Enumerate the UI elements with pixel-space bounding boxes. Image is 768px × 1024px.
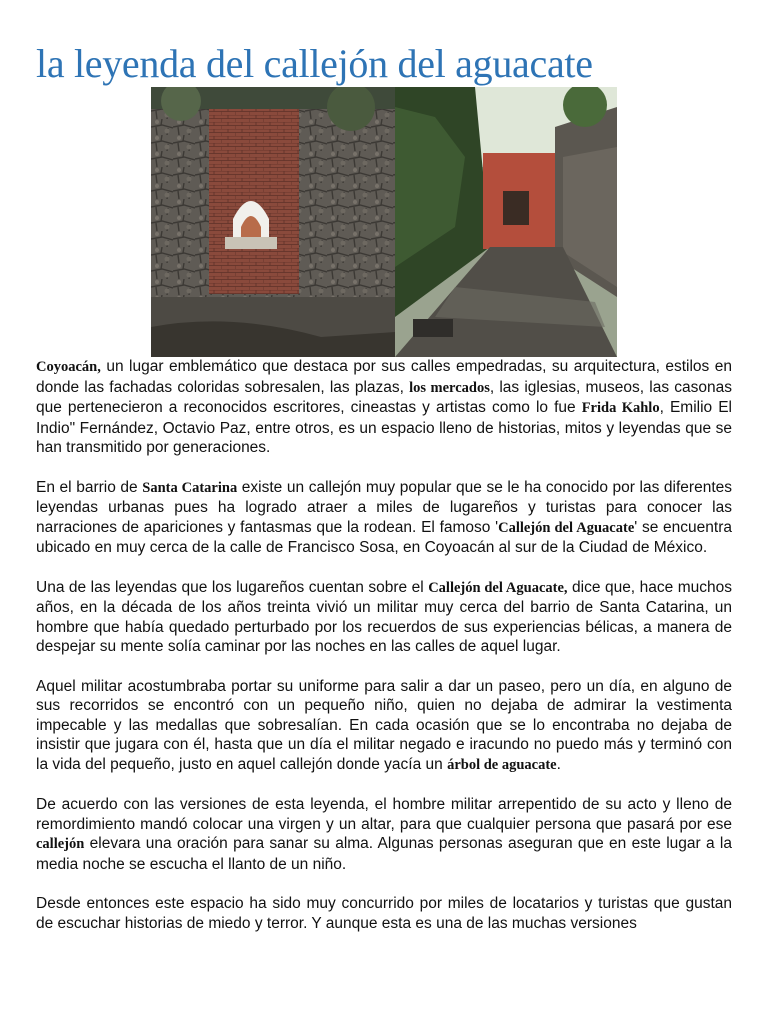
text: Desde entonces este espacio ha sido muy concurrido por miles de locatarios y turistas que gustan de escuchar historias de miedo y terror. Y aunque esta es una de las muchas versiones — [36, 895, 732, 932]
text: elevara una oración para sanar su alma. Algunas personas aseguran que en este lugar a la media noche se escucha el llanto de un niño. — [36, 835, 732, 873]
paragraph-4 — [36, 677, 732, 776]
paragraph-6 — [36, 894, 732, 933]
photo-alley — [395, 87, 617, 357]
paragraph-3 — [36, 578, 732, 657]
name-frida-kahlo: Frida Kahlo — [581, 400, 660, 417]
text: , Emilio El Indio" Fernández, Octavio Paz, entre otros, es un espacio lleno de historias, mitos y leyendas que se han transmitido por generaciones. — [36, 399, 732, 457]
place-callejon-aguacate: Callejón del Aguacate, — [428, 579, 568, 596]
page-title: la leyenda del callejón del aguacate — [36, 41, 593, 86]
paragraph-5 — [36, 795, 732, 874]
alley-image — [395, 87, 617, 357]
place-mercados: los mercados — [409, 379, 490, 396]
text: , las iglesias, museos, las casonas que pertenecieron a reconocidos escritores, cineastas y artistas como lo fue — [36, 378, 732, 417]
text: De acuerdo con las versiones de esta leyenda, el hombre militar arrepentido de su acto y lleno de remordimiento mandó colocar una virgen y un altar, para que cualquier persona que pasará por ese — [36, 796, 732, 833]
text: un lugar emblemático que destaca por sus calles empedradas, su arquitectura, estilos en donde las fachadas coloridas sobresalen, las plazas, — [36, 358, 732, 396]
text: ' se encuentra ubicado en muy cerca de la calle de Francisco Sosa, en Coyoacán al sur de la Ciudad de México. — [36, 518, 732, 557]
photo-pair — [151, 87, 617, 357]
place-coyoacan: Coyoacán, — [36, 359, 101, 375]
place-callejon-aguacate: Callejón del Aguacate — [498, 519, 635, 536]
term-arbol-aguacate: árbol de aguacate — [447, 756, 557, 773]
term-callejon: callejón — [36, 836, 85, 853]
text: Aquel militar acostumbraba portar su uniforme para salir a dar un paseo, pero un día, en alguno de sus recorridos se encontró con un pequeño niño, quien no dejaba de admirar la vestimenta impecable y las medallas que sobresalían. En cada ocasión que se lo encontraba no dejaba de insistir que jugara con él, hasta que un día el militar negado e iracundo no puedo más y terminó con la vida del pequeño, justo en aquel callejón donde yacía un — [36, 677, 732, 773]
paragraph-2 — [36, 478, 732, 558]
photo-stone-wall-shrine — [151, 87, 395, 357]
shrine-image — [151, 87, 395, 357]
text: . — [556, 755, 561, 773]
article-body — [36, 357, 732, 953]
text: dice que, hace muchos años, en la década de los años treinta vivió un militar muy cerca del barrio de Santa Catarina, un hombre que había quedado perturbado por los recuerdos de sus experiencias bélicas, a manera de despejar su mente solía caminar por las noches en las calles de aquel lugar. — [36, 578, 732, 656]
text: Una de las leyendas que los lugareños cuentan sobre el — [36, 578, 429, 596]
text: En el barrio de — [36, 478, 143, 496]
paragraph-1 — [36, 357, 732, 458]
text: existe un callejón muy popular que se le ha conocido por las diferentes leyendas urbanas pues ha logrado atraer a miles de lugareños y turistas para conocer las narraciones de apariciones y fantasmas que la rodean. El famoso ' — [36, 478, 732, 536]
place-santa-catarina: Santa Catarina — [142, 479, 238, 496]
